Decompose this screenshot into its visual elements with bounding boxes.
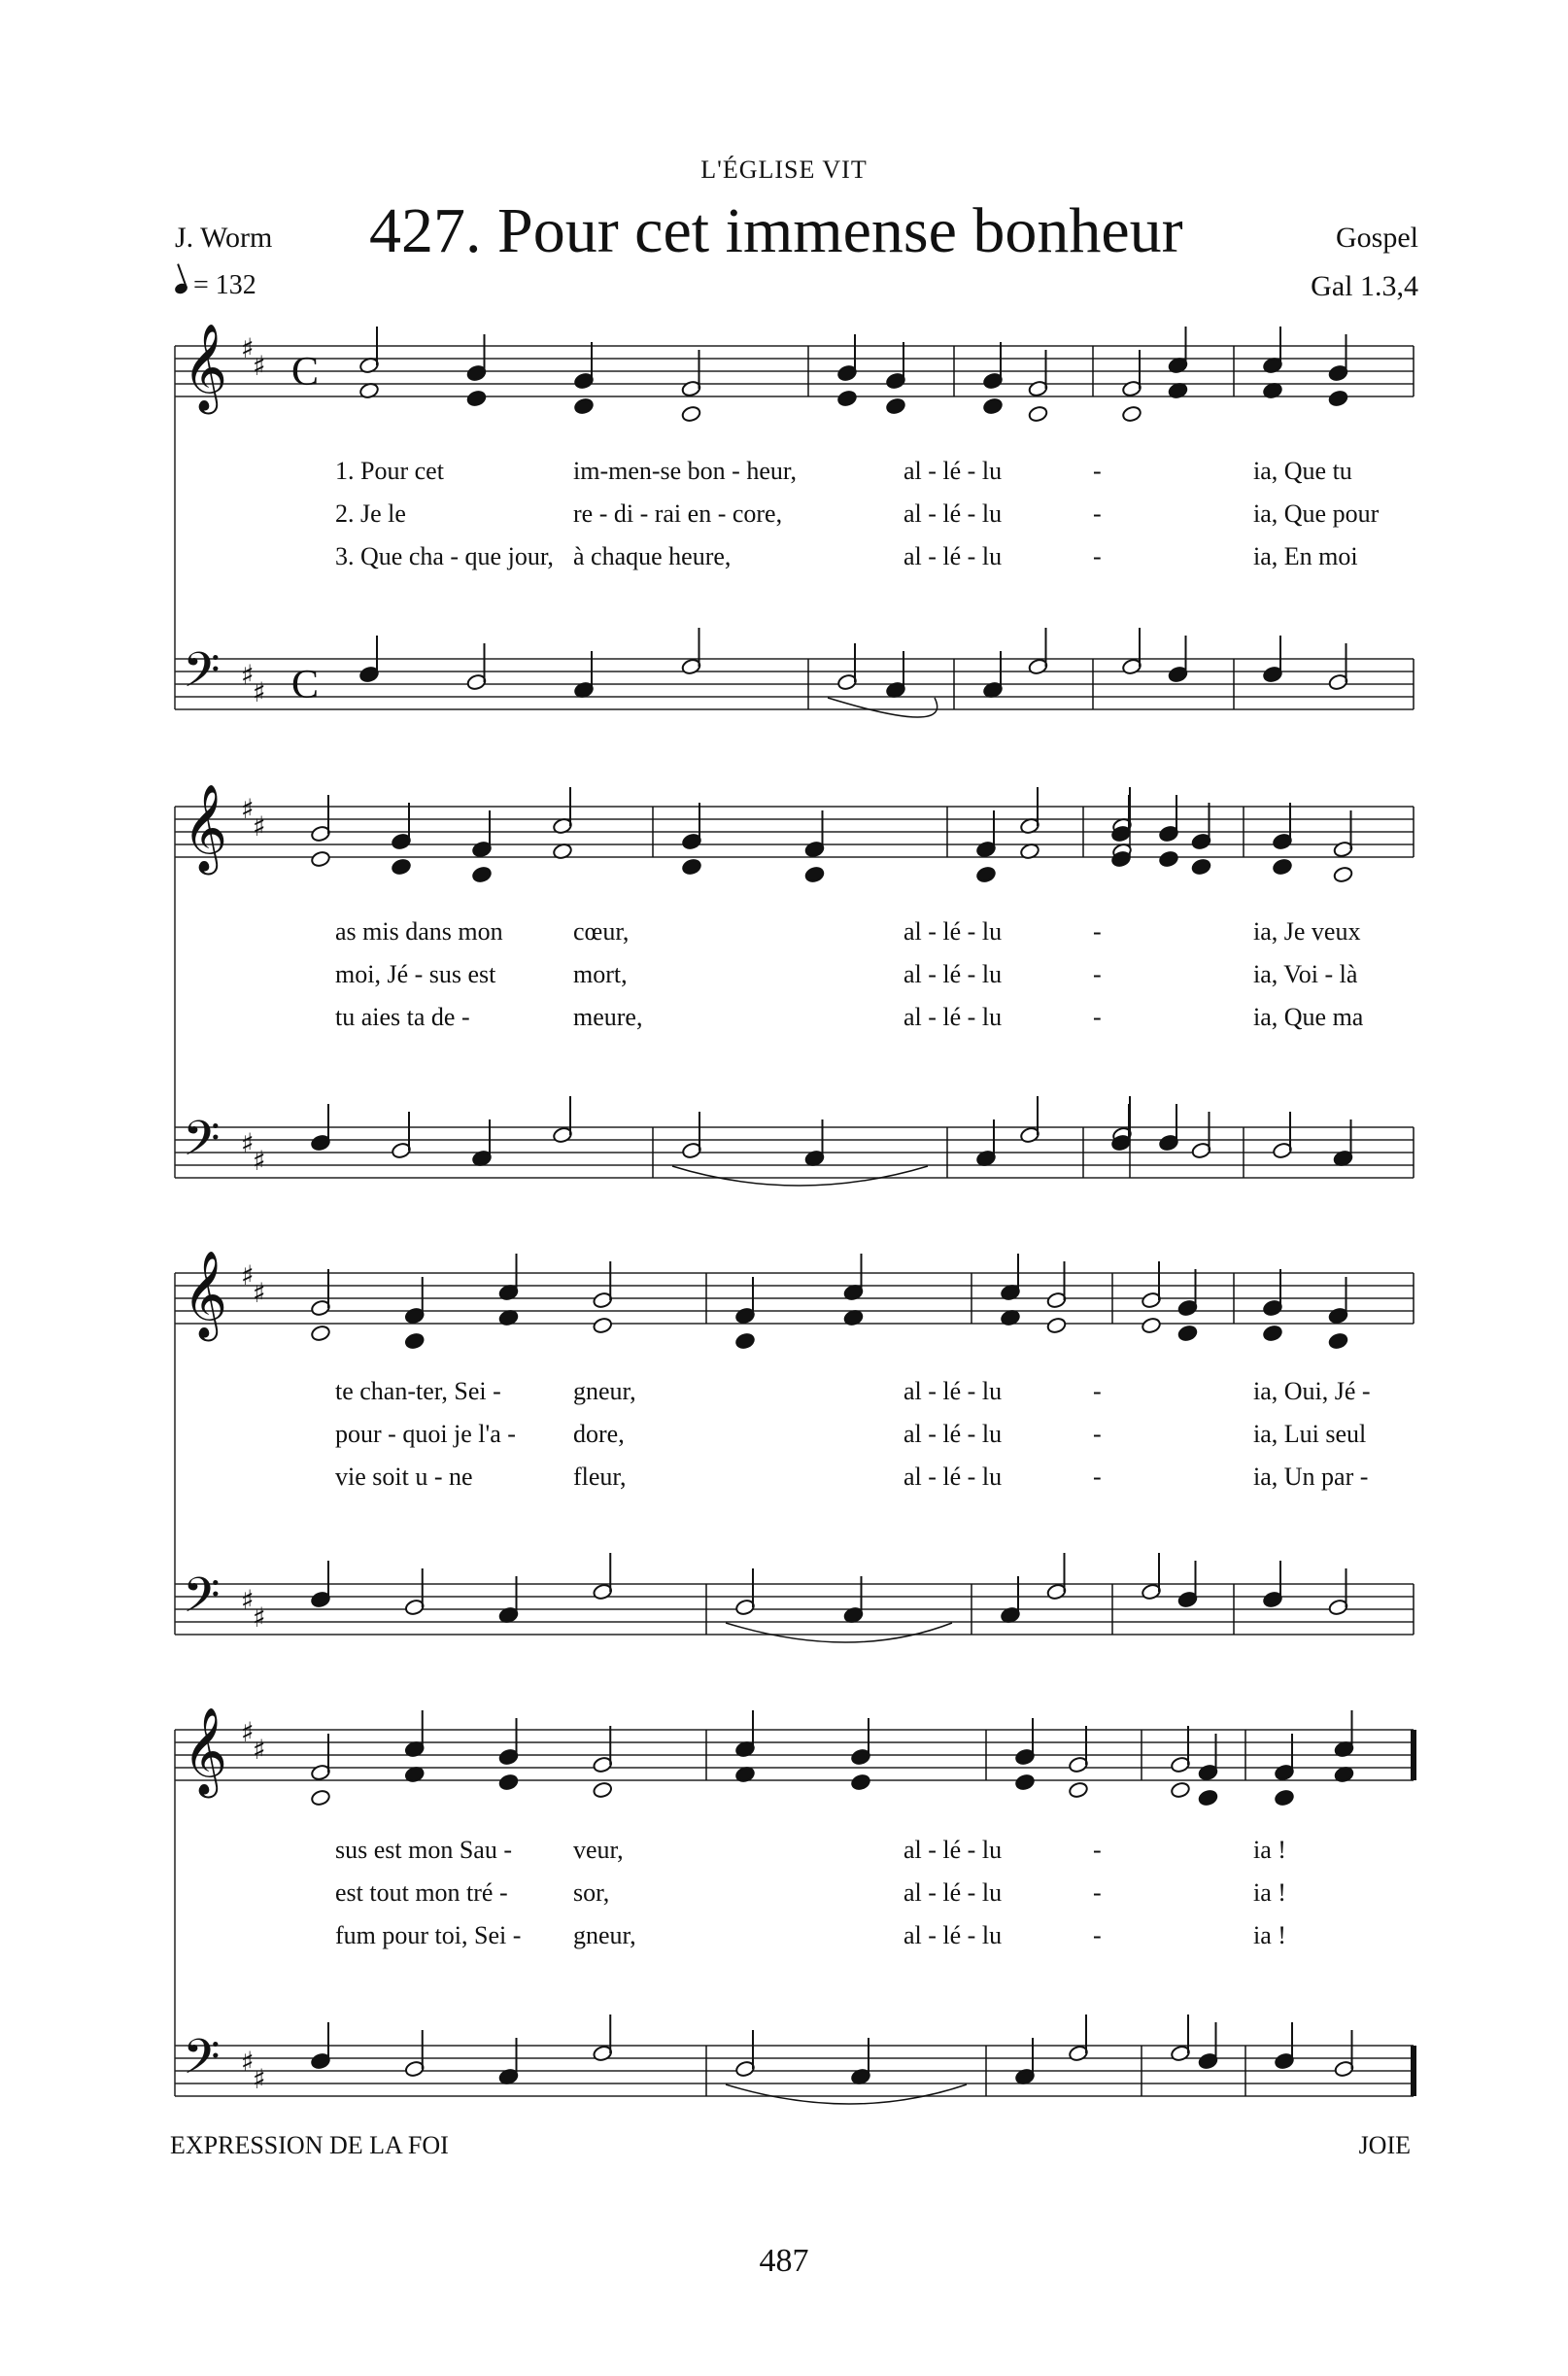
treble-note xyxy=(573,397,594,415)
lyric-segment: pour - quoi je l'a - xyxy=(335,1420,516,1448)
treble-clef-icon: 𝄞 xyxy=(183,324,228,411)
lyric-segment: sor, xyxy=(573,1878,610,1907)
lyric-segment: ia, Un par - xyxy=(1253,1463,1369,1491)
treble-note xyxy=(593,1317,613,1334)
treble-note xyxy=(1121,405,1142,423)
lyric-segment: - xyxy=(1093,1377,1102,1405)
sharp-icon: ♯ xyxy=(241,1259,255,1291)
treble-note xyxy=(681,858,701,876)
lyric-segment: veur, xyxy=(573,1836,624,1864)
treble-note xyxy=(734,1332,755,1350)
sharp-icon: ♯ xyxy=(241,332,255,364)
lyric-segment: ia, Voi - là xyxy=(1253,960,1358,988)
treble-note xyxy=(1328,1332,1348,1350)
treble-note xyxy=(1158,850,1178,868)
lyric-segment: gneur, xyxy=(573,1921,636,1949)
lyric-segment: sus est mon Sau - xyxy=(335,1836,512,1864)
treble-note xyxy=(975,866,996,883)
lyric-segment: 2. Je le xyxy=(335,499,406,528)
treble-note xyxy=(310,850,330,868)
treble-clef-icon: 𝄞 xyxy=(183,784,228,872)
lyric-segment: al - lé - lu xyxy=(903,1836,1003,1864)
bass-clef-icon: 𝄢 xyxy=(183,1567,221,1636)
sharp-icon: ♯ xyxy=(241,1127,255,1159)
bass-clef-icon: 𝄢 xyxy=(183,1111,221,1179)
lyric-segment: moi, Jé - sus est xyxy=(335,960,496,988)
treble-note xyxy=(850,1773,870,1791)
lyric-segment: meure, xyxy=(573,1003,643,1031)
lyric-segment: as mis dans mon xyxy=(335,917,503,946)
lyric-segment: 3. Que cha - que jour, xyxy=(335,542,554,570)
lyric-segment: - xyxy=(1093,1921,1102,1949)
treble-note xyxy=(1198,1789,1218,1807)
treble-note xyxy=(498,1773,519,1791)
sharp-icon: ♯ xyxy=(253,1601,266,1634)
treble-note xyxy=(836,390,857,407)
treble-note xyxy=(681,405,701,423)
lyric-segment: ia ! xyxy=(1253,1878,1286,1907)
sharp-icon: ♯ xyxy=(253,1277,266,1309)
treble-note xyxy=(466,390,487,407)
footer-category: EXPRESSION DE LA FOI xyxy=(170,2131,449,2159)
lyric-segment: est tout mon tré - xyxy=(335,1878,508,1907)
treble-note xyxy=(1014,1773,1035,1791)
lyric-segment: cœur, xyxy=(573,917,630,946)
treble-note xyxy=(1191,858,1211,876)
treble-note xyxy=(1028,405,1048,423)
treble-note xyxy=(1141,1317,1161,1334)
lyric-segment: - xyxy=(1093,457,1102,485)
lyric-segment: dore, xyxy=(573,1420,625,1448)
lyric-segment: te chan-ter, Sei - xyxy=(335,1377,501,1405)
lyric-segment: vie soit u - ne xyxy=(335,1463,473,1491)
treble-clef-icon: 𝄞 xyxy=(183,1251,228,1338)
lyric-segment: al - lé - lu xyxy=(903,542,1003,570)
lyric-segment: ia, En moi xyxy=(1253,542,1358,570)
treble-note xyxy=(1328,390,1348,407)
sharp-icon: ♯ xyxy=(241,2046,255,2078)
lyric-segment: al - lé - lu xyxy=(903,457,1003,485)
tempo-value: = 132 xyxy=(193,270,256,300)
lyric-segment: re - di - rai en - core, xyxy=(573,499,783,528)
sharp-icon: ♯ xyxy=(253,350,266,382)
lyric-segment: fleur, xyxy=(573,1463,627,1491)
lyric-segment: mort, xyxy=(573,960,628,988)
lyric-segment: ia, Que tu xyxy=(1253,457,1352,485)
lyric-segment: al - lé - lu xyxy=(903,960,1003,988)
treble-note xyxy=(471,866,492,883)
lyric-segment: - xyxy=(1093,1463,1102,1491)
sharp-icon: ♯ xyxy=(253,676,266,708)
lyric-segment: al - lé - lu xyxy=(903,499,1003,528)
lyric-segment: al - lé - lu xyxy=(903,1003,1003,1031)
genre-label: Gospel xyxy=(1336,222,1418,254)
treble-clef-icon: 𝄞 xyxy=(183,1707,228,1795)
lyric-segment: ia ! xyxy=(1253,1836,1286,1864)
slur xyxy=(828,698,937,717)
lyric-segment: - xyxy=(1093,1003,1102,1031)
lyric-segment: ia, Je veux xyxy=(1253,917,1361,946)
sharp-icon: ♯ xyxy=(253,1145,266,1177)
lyric-segment: ia, Lui seul xyxy=(1253,1420,1367,1448)
common-time-icon: C xyxy=(291,663,320,707)
bass-clef-icon: 𝄢 xyxy=(183,2029,221,2097)
sharp-icon: ♯ xyxy=(241,793,255,825)
sharp-icon: ♯ xyxy=(253,2063,266,2095)
sharp-icon: ♯ xyxy=(241,659,255,691)
treble-note xyxy=(310,1325,330,1342)
lyric-segment: tu aies ta de - xyxy=(335,1003,470,1031)
slur xyxy=(726,2084,967,2104)
treble-note xyxy=(1274,1789,1294,1807)
lyric-segment: al - lé - lu xyxy=(903,917,1003,946)
treble-note xyxy=(593,1781,613,1799)
lyric-segment: ia, Que ma xyxy=(1253,1003,1364,1031)
treble-note xyxy=(1170,1781,1190,1799)
composer-credit: J. Worm xyxy=(175,222,273,254)
footer-theme: JOIE xyxy=(1358,2131,1411,2159)
lyric-segment: - xyxy=(1093,960,1102,988)
lyric-segment: al - lé - lu xyxy=(903,1878,1003,1907)
treble-note xyxy=(1272,858,1292,876)
lyric-segment: al - lé - lu xyxy=(903,1921,1003,1949)
treble-note xyxy=(310,1789,330,1807)
lyric-segment: al - lé - lu xyxy=(903,1377,1003,1405)
sharp-icon: ♯ xyxy=(241,1716,255,1748)
slur xyxy=(672,1166,928,1186)
treble-note xyxy=(404,1332,425,1350)
treble-note xyxy=(885,397,905,415)
slur xyxy=(726,1623,952,1642)
scripture-reference: Gal 1.3,4 xyxy=(1311,270,1418,302)
sharp-icon: ♯ xyxy=(253,1734,266,1766)
lyric-segment: - xyxy=(1093,499,1102,528)
page-number: 487 xyxy=(759,2243,809,2279)
lyric-segment: - xyxy=(1093,1836,1102,1864)
treble-note xyxy=(1046,1317,1067,1334)
treble-note xyxy=(804,866,825,883)
lyric-segment: fum pour toi, Sei - xyxy=(335,1921,522,1949)
section-header: L'ÉGLISE VIT xyxy=(700,155,868,184)
lyric-segment: ia ! xyxy=(1253,1921,1286,1949)
treble-note xyxy=(1262,1325,1282,1342)
lyric-segment: - xyxy=(1093,1420,1102,1448)
bass-clef-icon: 𝄢 xyxy=(183,642,221,710)
lyric-segment: à chaque heure, xyxy=(573,542,732,570)
sharp-icon: ♯ xyxy=(241,1584,255,1616)
hymn-title: 427. Pour cet immense bonheur xyxy=(369,195,1183,266)
lyric-segment: - xyxy=(1093,917,1102,946)
treble-note xyxy=(391,858,411,876)
lyric-segment: gneur, xyxy=(573,1377,636,1405)
lyric-segment: al - lé - lu xyxy=(903,1463,1003,1491)
lyric-segment: al - lé - lu xyxy=(903,1420,1003,1448)
lyric-segment: im-men-se bon - heur, xyxy=(573,457,798,485)
treble-note xyxy=(1068,1781,1088,1799)
sharp-icon: ♯ xyxy=(253,810,266,843)
common-time-icon: C xyxy=(291,350,320,395)
lyric-segment: - xyxy=(1093,1878,1102,1907)
treble-note xyxy=(982,397,1003,415)
treble-note xyxy=(1333,866,1353,883)
lyric-segment: - xyxy=(1093,542,1102,570)
lyric-segment: ia, Oui, Jé - xyxy=(1253,1377,1371,1405)
lyric-segment: 1. Pour cet xyxy=(335,457,444,485)
treble-note xyxy=(1177,1325,1198,1342)
lyric-segment: ia, Que pour xyxy=(1253,499,1380,528)
